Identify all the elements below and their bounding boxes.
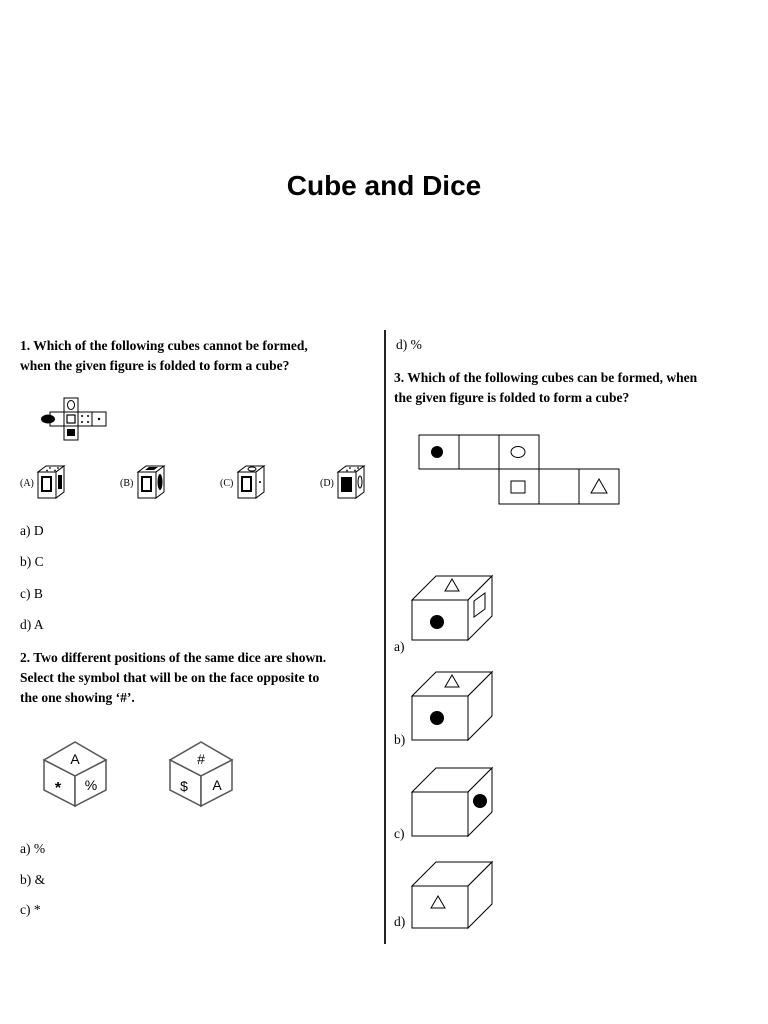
question-3-line-1: 3. Which of the following cubes can be formed, when — [394, 370, 698, 385]
question-1-net-figure — [36, 398, 136, 446]
dice-2-left-symbol: $ — [180, 778, 188, 794]
figure-label-d: (D) — [320, 478, 334, 489]
option-cube-d — [336, 464, 366, 500]
page-title: Cube and Dice — [286, 170, 482, 201]
q3-option-b-cube — [410, 670, 494, 742]
q1-option-d[interactable]: d) A — [20, 617, 44, 632]
question-2-line-3: the one showing ‘#’. — [20, 690, 135, 705]
question-1-line-1: 1. Which of the following cubes cannot be formed, — [20, 338, 308, 353]
option-cube-c — [236, 464, 266, 500]
q3-option-d-cube — [410, 860, 494, 930]
q1-option-c[interactable]: c) B — [20, 586, 43, 601]
q2-option-b[interactable]: b) & — [20, 872, 46, 887]
dice-1-top-symbol: A — [70, 751, 80, 767]
q3-option-b[interactable]: b) — [394, 732, 406, 747]
dice-2-top-symbol: # — [197, 751, 205, 767]
q1-option-b[interactable]: b) C — [20, 554, 44, 569]
dice-position-1 — [40, 740, 110, 810]
column-divider — [384, 330, 386, 944]
question-3-text — [394, 368, 697, 408]
question-3-line-2: the given figure is folded to form a cube? — [394, 390, 630, 405]
question-2-line-2: Select the symbol that will be on the face opposite to — [20, 670, 320, 685]
question-1-line-2: when the given figure is folded to form a cube? — [20, 358, 290, 373]
q3-option-c-cube — [410, 766, 494, 838]
q2-option-a[interactable]: a) % — [20, 841, 46, 856]
q3-option-a-cube — [410, 574, 494, 642]
dice-1-right-symbol: % — [84, 777, 98, 793]
q3-option-d[interactable]: d) — [394, 914, 406, 929]
dice-2-right-symbol: A — [212, 777, 222, 793]
figure-label-c: (C) — [220, 478, 234, 489]
dice-position-2 — [166, 740, 236, 810]
question-2-text — [20, 648, 326, 708]
q2-option-d[interactable]: d) % — [396, 337, 422, 352]
figure-label-b: (B) — [120, 478, 134, 489]
q1-option-a[interactable]: a) D — [20, 523, 44, 538]
q3-option-a[interactable]: a) — [394, 639, 405, 654]
question-1-text — [20, 336, 308, 376]
dice-1-left-symbol: * — [54, 780, 62, 797]
q3-option-c[interactable]: c) — [394, 826, 405, 841]
option-cube-a — [36, 464, 66, 500]
option-cube-b — [136, 464, 166, 500]
figure-label-a: (A) — [20, 478, 34, 489]
question-2-line-1: 2. Two different positions of the same dice are shown. — [20, 650, 327, 665]
q2-option-c[interactable]: c) * — [20, 902, 41, 917]
question-3-net-figure — [418, 434, 622, 506]
